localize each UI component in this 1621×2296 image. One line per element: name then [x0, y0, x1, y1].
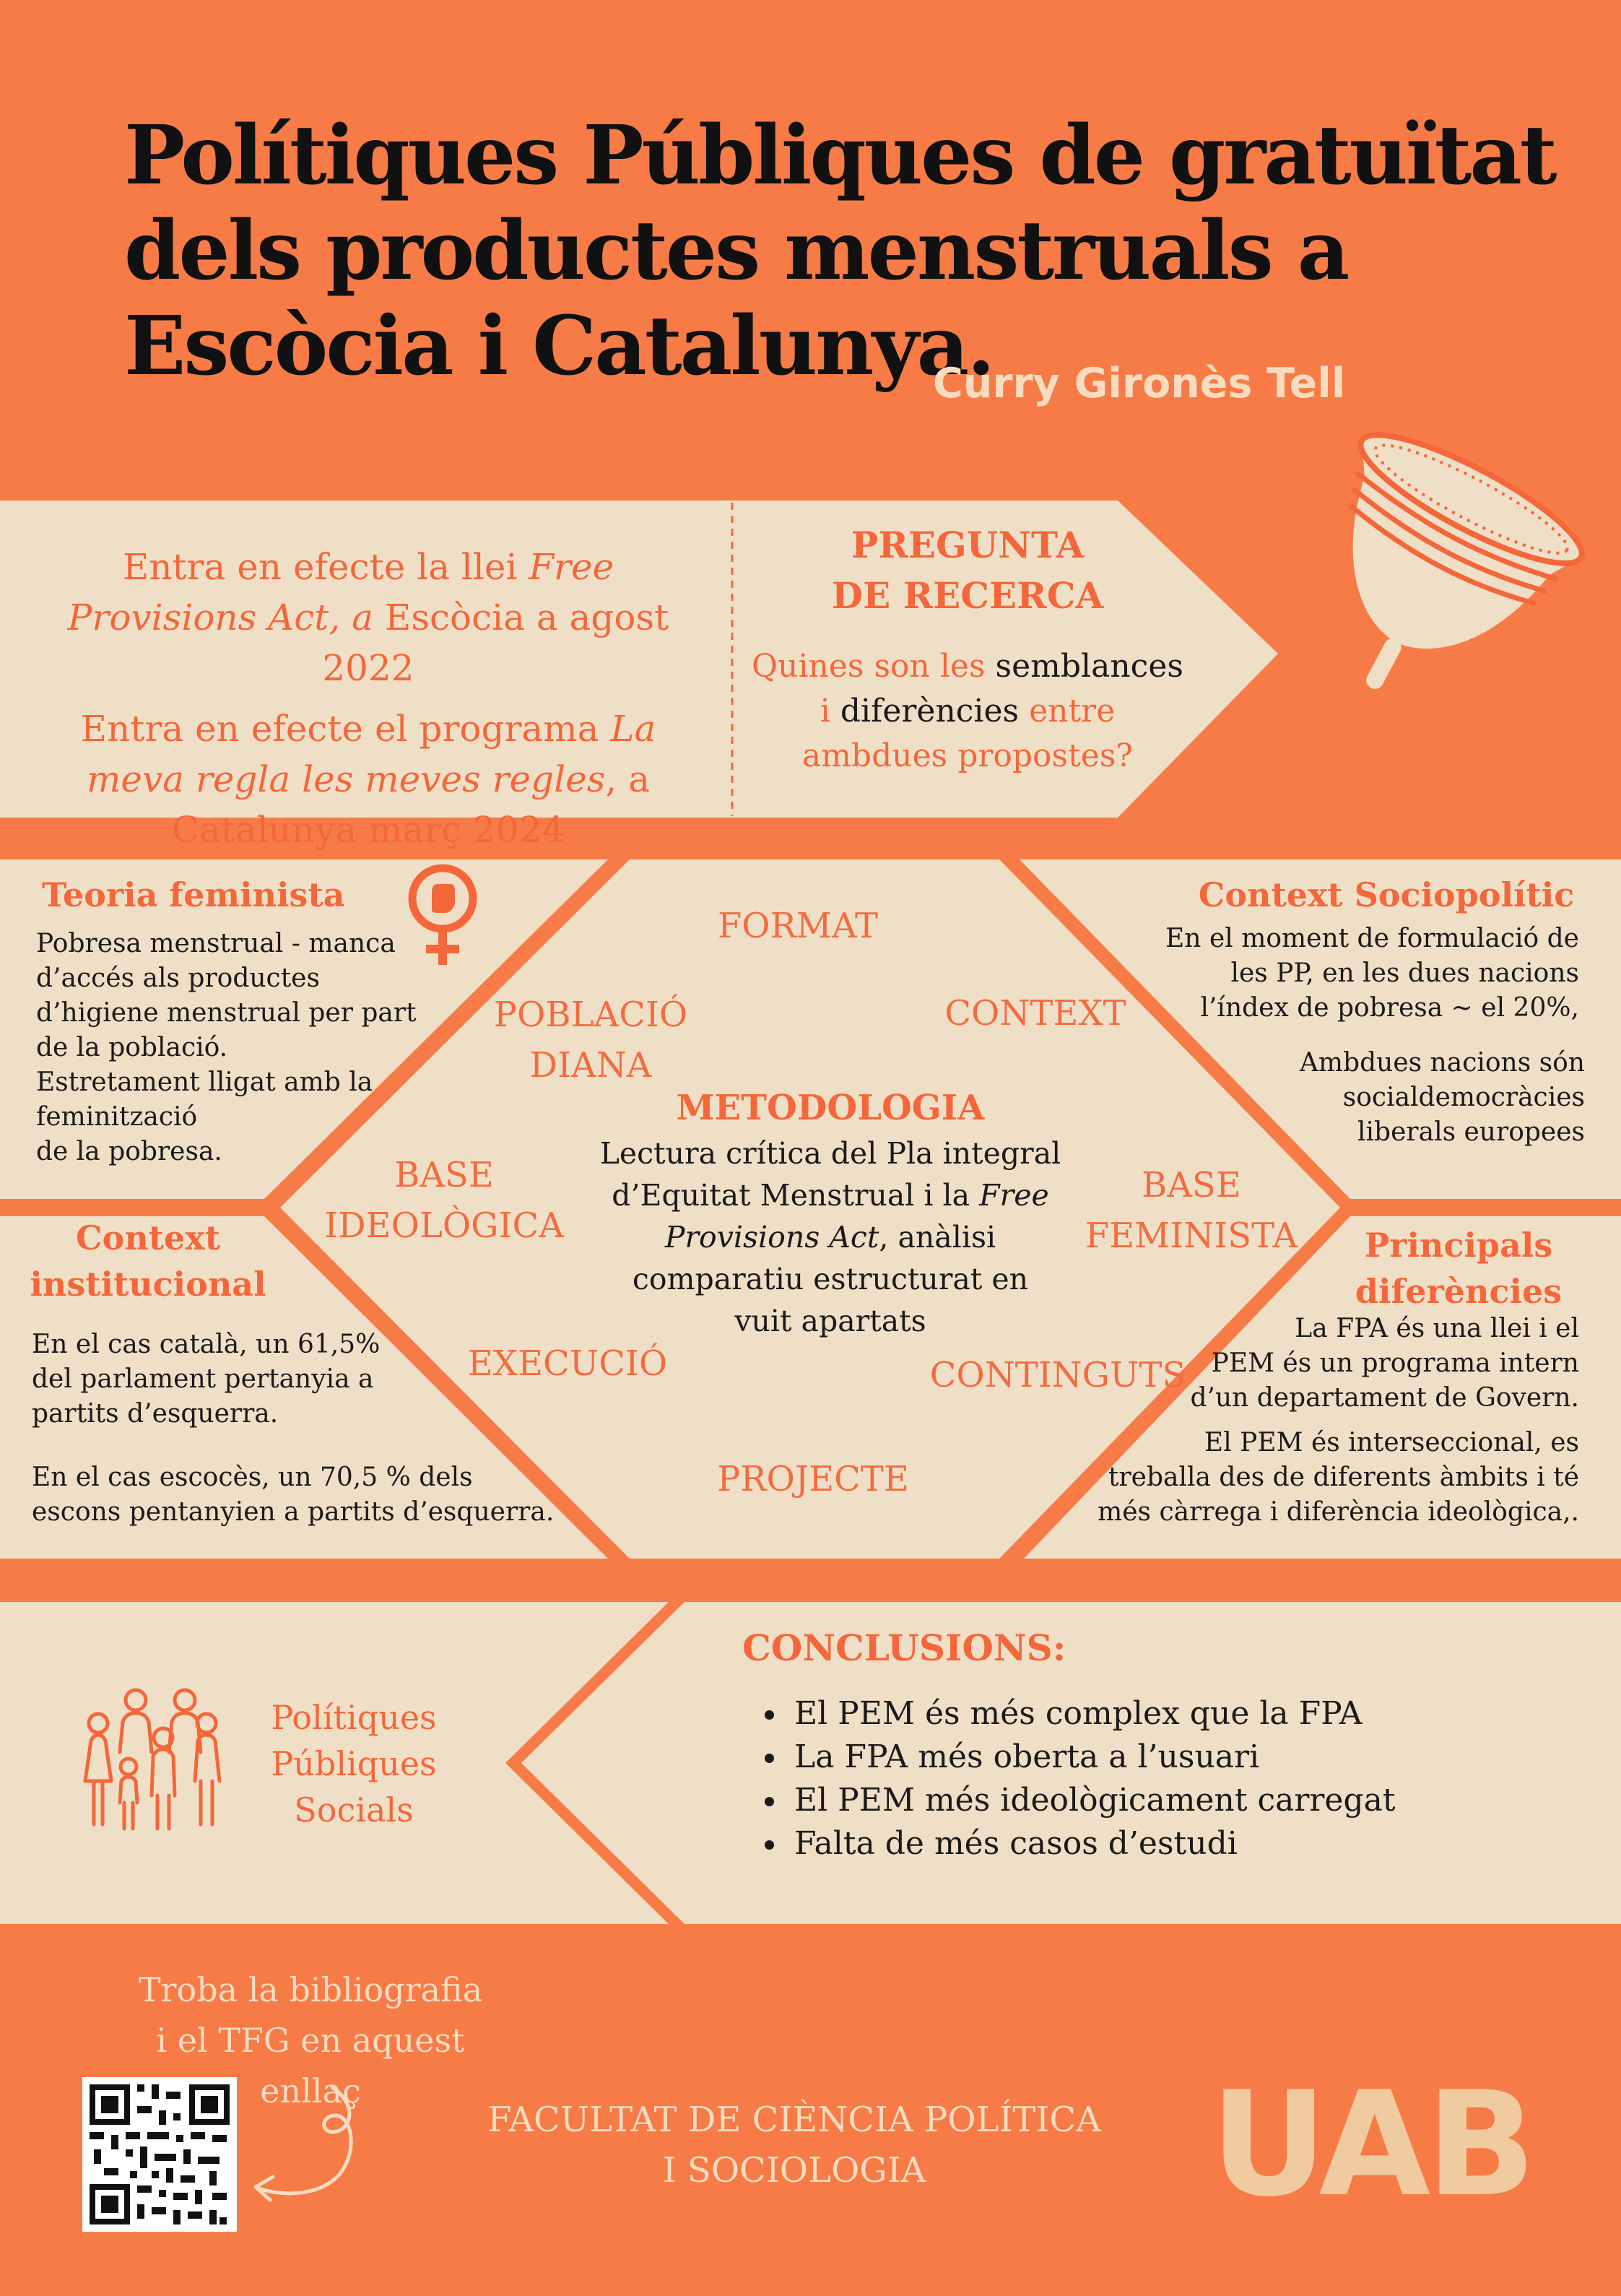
inst-line: En el cas català, un 61,5% [32, 1330, 381, 1359]
ft-line: feminització [36, 1102, 198, 1132]
label-base-ideologica [300, 1150, 588, 1251]
label-base-feminista [1047, 1160, 1336, 1261]
conclusions-list-wrap [751, 1692, 1581, 1866]
label-execucio: EXECUCIÓ [467, 1343, 668, 1384]
sp-line: liberals europees [1357, 1117, 1585, 1147]
social-line: Socials [294, 1790, 414, 1829]
ft-line: Estretament lligat amb la [36, 1067, 373, 1097]
label-context: CONTEXT [944, 993, 1126, 1034]
label-line: BASE [394, 1155, 494, 1195]
research-question-heading: PREGUNTA DE RECERCA [831, 524, 1104, 617]
label-line: IDEOLÒGICA [324, 1205, 564, 1246]
feminist-theory-heading: Teoria feminista [42, 875, 345, 914]
title-line-2: dels productes menstruals a [124, 204, 1348, 298]
research-question-text [751, 644, 1184, 779]
author-name: Curry Gironès Tell [933, 360, 1346, 407]
ft-line: de la pobresa. [36, 1137, 222, 1166]
diff-line: PEM és un programa intern [1211, 1348, 1579, 1378]
intro-text [36, 542, 700, 855]
meth-l3a: Provisions Act [664, 1220, 879, 1255]
biblio-line: Troba la bibliografia [138, 1970, 483, 2009]
ft-line: Pobresa menstrual - manca [36, 929, 396, 958]
conclusion-item: • El PEM és més complex que la FPA [788, 1692, 1581, 1736]
qr-code-icon[interactable] [82, 2077, 237, 2232]
ft-line: de la població. [36, 1033, 228, 1062]
intro-p2-em: La meva regla les meves regles [86, 708, 656, 800]
diff-heading-line: diferències [1355, 1272, 1563, 1311]
ft-line: d’accés als productes [36, 963, 320, 993]
q-l2c: entre [1019, 693, 1116, 729]
sp-line: les PP, en les dues nacions [1230, 958, 1579, 988]
biblio-line: i el TFG en aquest enllaç [156, 2021, 465, 2110]
label-line: FEMINISTA [1085, 1216, 1298, 1256]
meth-line: Lectura crítica del Pla integral [599, 1136, 1061, 1171]
inst-heading-line: institucional [30, 1265, 266, 1304]
page-title [124, 108, 1555, 394]
meth-l2b: Free [979, 1178, 1049, 1213]
research-question [751, 520, 1184, 779]
methodology-text [570, 1132, 1090, 1342]
label-poblacio-diana [446, 989, 735, 1091]
q-l1b: semblances [995, 648, 1183, 685]
label-line: POBLACIÓ [493, 995, 688, 1035]
inst-heading-line: Context [76, 1218, 220, 1257]
uab-logo: UAB [1210, 2061, 1532, 2229]
sociopolitical-p1 [1165, 922, 1579, 1026]
meth-l3b: , anàlisi [879, 1220, 996, 1255]
diff-line: La FPA és una llei i el [1295, 1314, 1579, 1343]
label-continguts: CONTINGUTS [929, 1355, 1186, 1395]
social-line: Públiques [271, 1744, 437, 1783]
conclusions-heading: CONCLUSIONS: [742, 1626, 1066, 1669]
diff-heading-line: Principals [1364, 1226, 1553, 1265]
meth-line: comparatiu estructurat en [632, 1262, 1029, 1296]
faculty-line: FACULTAT DE CIÈNCIA POLÍTICA [487, 2100, 1101, 2140]
sp-line: socialdemocràcies [1342, 1083, 1585, 1112]
q-l1a: Quines son les [752, 648, 996, 685]
differences-p2 [1098, 1426, 1579, 1530]
faculty-line: I SOCIOLOGIA [662, 2150, 926, 2191]
sociopolitical-heading: Context Sociopolític [1198, 875, 1575, 914]
title-line-1: Polítiques Públiques de gratuïtat [124, 108, 1555, 203]
curly-arrow-icon [245, 2080, 383, 2210]
diff-line: més càrrega i diferència ideològica,. [1098, 1497, 1579, 1527]
faculty-text [433, 2094, 1155, 2196]
diff-line: El PEM és interseccional, es [1204, 1428, 1579, 1457]
methodology-heading: METODOLOGIA [676, 1088, 985, 1128]
sp-line: En el moment de formulació de [1165, 924, 1579, 953]
conclusion-item: • El PEM més ideològicament carregat [788, 1779, 1581, 1822]
institutional-heading [22, 1215, 274, 1307]
title-line-3: Escòcia i Catalunya. [124, 299, 994, 394]
intro-p2-post: , a Catalunya març 2024 [171, 758, 651, 851]
sp-line: l’índex de pobresa ~ el 20%, [1200, 993, 1579, 1023]
feminist-theory-body [36, 927, 417, 1169]
inst-line: partits d’esquerra. [32, 1399, 279, 1429]
ft-line: d’higiene menstrual per part [36, 998, 417, 1028]
intro-paragraph-2 [36, 703, 700, 855]
differences-p1 [1190, 1312, 1579, 1416]
label-line: DIANA [529, 1045, 652, 1086]
conclusions-list [751, 1692, 1581, 1866]
differences-heading [1343, 1222, 1574, 1314]
conclusion-item: • Falta de més casos d’estudi [788, 1822, 1581, 1866]
intro-p1-post: Escòcia a agost 2022 [322, 597, 669, 689]
sp-line: Ambdues nacions són [1299, 1048, 1585, 1078]
intro-p1-em: Free Provisions Act, a [67, 546, 614, 638]
social-line: Polítiques [271, 1698, 437, 1737]
institutional-p1 [32, 1327, 380, 1431]
intro-paragraph-1 [36, 542, 700, 693]
q-l2a: i [820, 693, 840, 729]
diff-line: treballa des de diferents àmbits i té [1108, 1463, 1579, 1492]
intro-p1-pre: Entra en efecte la llei [122, 546, 529, 588]
diff-line: d’un departament de Govern. [1190, 1383, 1579, 1413]
label-format: FORMAT [718, 906, 878, 946]
label-line: BASE [1142, 1165, 1241, 1205]
inst-line: del parlament pertanyia a [32, 1364, 374, 1394]
menstrual-cup-icon [1260, 404, 1607, 737]
inst-line: escons pentanyien a partits d’esquerra. [32, 1497, 555, 1527]
social-policies-text [238, 1694, 469, 1833]
conclusion-item: • La FPA més oberta a l’usuari [788, 1736, 1581, 1779]
intro-p2-pre: Entra en efecte el programa [80, 708, 611, 750]
family-icon [78, 1687, 230, 1832]
meth-l2a: d’Equitat Menstrual i la [612, 1178, 980, 1213]
q-l3: ambdues propostes? [801, 737, 1134, 774]
institutional-p2 [32, 1460, 554, 1530]
meth-line: vuit apartats [734, 1304, 926, 1338]
sociopolitical-p2 [1300, 1046, 1585, 1150]
label-projecte: PROJECTE [717, 1459, 909, 1499]
methodology-block [570, 1083, 1090, 1342]
inst-line: En el cas escocès, un 70,5 % dels [32, 1463, 473, 1492]
q-l2b: diferències [840, 693, 1020, 729]
